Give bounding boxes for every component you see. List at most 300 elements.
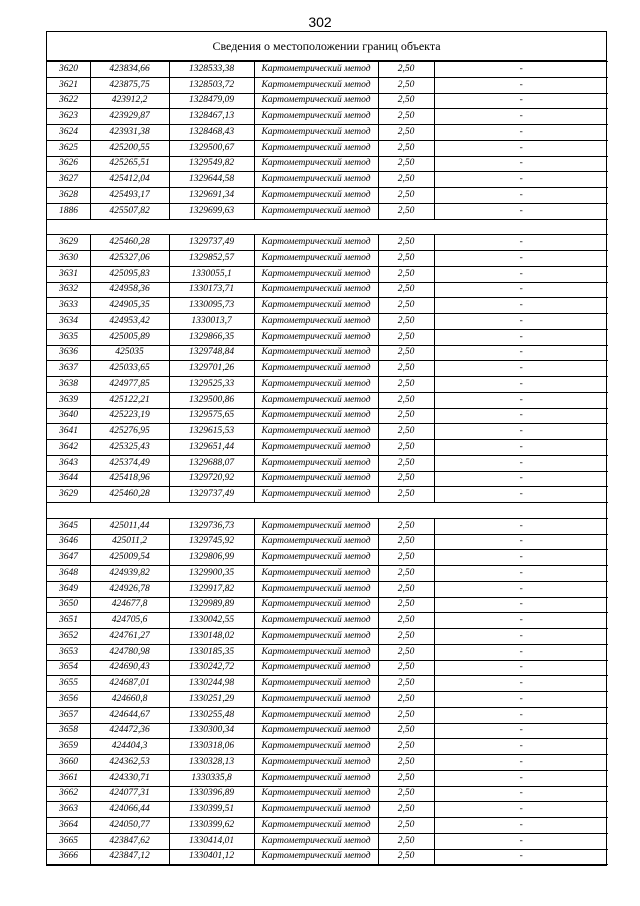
y-coordinate-cell: 1329691,34 xyxy=(169,188,254,204)
table-row xyxy=(47,818,608,834)
x-coordinate-cell: 423847,12 xyxy=(90,849,169,865)
description-cell: - xyxy=(434,644,608,660)
description-cell: - xyxy=(434,282,608,298)
x-coordinate-cell: 425460,28 xyxy=(90,235,169,251)
point-number-cell: 3652 xyxy=(47,629,90,645)
method-cell: Картометрический метод xyxy=(254,392,378,408)
description-cell: - xyxy=(434,707,608,723)
accuracy-cell: 2,50 xyxy=(378,707,434,723)
point-number-cell: 3626 xyxy=(47,156,90,172)
table-row xyxy=(47,251,608,267)
y-coordinate-cell: 1329852,57 xyxy=(169,251,254,267)
y-coordinate-cell: 1330255,48 xyxy=(169,707,254,723)
point-number-cell: 3639 xyxy=(47,392,90,408)
x-coordinate-cell: 425418,96 xyxy=(90,471,169,487)
method-cell: Картометрический метод xyxy=(254,424,378,440)
table-row xyxy=(47,471,608,487)
y-coordinate-cell: 1330300,34 xyxy=(169,723,254,739)
x-coordinate-cell: 425035 xyxy=(90,345,169,361)
x-coordinate-cell: 425005,89 xyxy=(90,329,169,345)
description-cell: - xyxy=(434,487,608,503)
method-cell: Картометрический метод xyxy=(254,188,378,204)
point-number-cell: 3629 xyxy=(47,487,90,503)
method-cell: Картометрический метод xyxy=(254,251,378,267)
table-row xyxy=(47,93,608,109)
accuracy-cell: 2,50 xyxy=(378,581,434,597)
x-coordinate-cell: 424362,53 xyxy=(90,755,169,771)
x-coordinate-cell: 425493,17 xyxy=(90,188,169,204)
accuracy-cell: 2,50 xyxy=(378,93,434,109)
y-coordinate-cell: 1330242,72 xyxy=(169,660,254,676)
x-coordinate-cell: 424404,3 xyxy=(90,739,169,755)
accuracy-cell: 2,50 xyxy=(378,644,434,660)
y-coordinate-cell: 1328503,72 xyxy=(169,77,254,93)
description-cell: - xyxy=(434,739,608,755)
table-row xyxy=(47,534,608,550)
description-cell: - xyxy=(434,802,608,818)
point-number-cell: 3623 xyxy=(47,109,90,125)
description-cell: - xyxy=(434,62,608,78)
x-coordinate-cell: 423931,38 xyxy=(90,125,169,141)
x-coordinate-cell: 424761,27 xyxy=(90,629,169,645)
description-cell: - xyxy=(434,833,608,849)
description-cell: - xyxy=(434,455,608,471)
method-cell: Картометрический метод xyxy=(254,550,378,566)
accuracy-cell: 2,50 xyxy=(378,266,434,282)
y-coordinate-cell: 1329615,53 xyxy=(169,424,254,440)
method-cell: Картометрический метод xyxy=(254,455,378,471)
method-cell: Картометрический метод xyxy=(254,566,378,582)
table-row xyxy=(47,613,608,629)
x-coordinate-cell: 424660,8 xyxy=(90,692,169,708)
table-row xyxy=(47,156,608,172)
method-cell: Картометрический метод xyxy=(254,833,378,849)
accuracy-cell: 2,50 xyxy=(378,377,434,393)
table-row xyxy=(47,676,608,692)
point-number-cell: 3665 xyxy=(47,833,90,849)
description-cell: - xyxy=(434,786,608,802)
method-cell: Картометрический метод xyxy=(254,93,378,109)
table-row xyxy=(47,424,608,440)
point-number-cell: 3628 xyxy=(47,188,90,204)
accuracy-cell: 2,50 xyxy=(378,329,434,345)
description-cell: - xyxy=(434,424,608,440)
x-coordinate-cell: 425460,28 xyxy=(90,487,169,503)
method-cell: Картометрический метод xyxy=(254,266,378,282)
accuracy-cell: 2,50 xyxy=(378,361,434,377)
y-coordinate-cell: 1329737,49 xyxy=(169,487,254,503)
point-number-cell: 3629 xyxy=(47,235,90,251)
y-coordinate-cell: 1329989,89 xyxy=(169,597,254,613)
y-coordinate-cell: 1329500,67 xyxy=(169,140,254,156)
table-row xyxy=(47,833,608,849)
y-coordinate-cell: 1329699,63 xyxy=(169,203,254,219)
x-coordinate-cell: 424958,36 xyxy=(90,282,169,298)
x-coordinate-cell: 424905,35 xyxy=(90,298,169,314)
table-row xyxy=(47,235,608,251)
x-coordinate-cell: 424644,67 xyxy=(90,707,169,723)
x-coordinate-cell: 425374,49 xyxy=(90,455,169,471)
x-coordinate-cell: 425033,65 xyxy=(90,361,169,377)
point-number-cell: 3640 xyxy=(47,408,90,424)
method-cell: Картометрический метод xyxy=(254,361,378,377)
method-cell: Картометрический метод xyxy=(254,786,378,802)
method-cell: Картометрический метод xyxy=(254,723,378,739)
table-row xyxy=(47,266,608,282)
x-coordinate-cell: 424926,78 xyxy=(90,581,169,597)
point-number-cell: 3647 xyxy=(47,550,90,566)
point-number-cell: 3643 xyxy=(47,455,90,471)
table-row xyxy=(47,487,608,503)
table-row xyxy=(47,125,608,141)
x-coordinate-cell: 425200,55 xyxy=(90,140,169,156)
x-coordinate-cell: 425011,44 xyxy=(90,518,169,534)
description-cell: - xyxy=(434,329,608,345)
accuracy-cell: 2,50 xyxy=(378,298,434,314)
accuracy-cell: 2,50 xyxy=(378,597,434,613)
description-cell: - xyxy=(434,345,608,361)
method-cell: Картометрический метод xyxy=(254,440,378,456)
table-row xyxy=(47,408,608,424)
description-cell: - xyxy=(434,613,608,629)
accuracy-cell: 2,50 xyxy=(378,566,434,582)
accuracy-cell: 2,50 xyxy=(378,786,434,802)
description-cell: - xyxy=(434,140,608,156)
accuracy-cell: 2,50 xyxy=(378,676,434,692)
point-number-cell: 3660 xyxy=(47,755,90,771)
accuracy-cell: 2,50 xyxy=(378,849,434,865)
accuracy-cell: 2,50 xyxy=(378,518,434,534)
method-cell: Картометрический метод xyxy=(254,408,378,424)
description-cell: - xyxy=(434,581,608,597)
accuracy-cell: 2,50 xyxy=(378,203,434,219)
x-coordinate-cell: 424077,31 xyxy=(90,786,169,802)
x-coordinate-cell: 425325,43 xyxy=(90,440,169,456)
accuracy-cell: 2,50 xyxy=(378,440,434,456)
y-coordinate-cell: 1329736,73 xyxy=(169,518,254,534)
point-number-cell: 3627 xyxy=(47,172,90,188)
description-cell: - xyxy=(434,692,608,708)
y-coordinate-cell: 1330148,02 xyxy=(169,629,254,645)
accuracy-cell: 2,50 xyxy=(378,692,434,708)
method-cell: Картометрический метод xyxy=(254,770,378,786)
method-cell: Картометрический метод xyxy=(254,62,378,78)
method-cell: Картометрический метод xyxy=(254,156,378,172)
x-coordinate-cell: 425276,95 xyxy=(90,424,169,440)
section-separator-row xyxy=(47,219,608,235)
x-coordinate-cell: 424050,77 xyxy=(90,818,169,834)
description-cell: - xyxy=(434,93,608,109)
description-cell: - xyxy=(434,251,608,267)
y-coordinate-cell: 1330055,1 xyxy=(169,266,254,282)
description-cell: - xyxy=(434,770,608,786)
table-row xyxy=(47,518,608,534)
y-coordinate-cell: 1329737,49 xyxy=(169,235,254,251)
x-coordinate-cell: 424977,85 xyxy=(90,377,169,393)
x-coordinate-cell: 425327,06 xyxy=(90,251,169,267)
x-coordinate-cell: 423847,62 xyxy=(90,833,169,849)
accuracy-cell: 2,50 xyxy=(378,77,434,93)
y-coordinate-cell: 1330414,01 xyxy=(169,833,254,849)
table-row xyxy=(47,203,608,219)
y-coordinate-cell: 1329701,26 xyxy=(169,361,254,377)
boundary-coordinates-table xyxy=(47,61,608,865)
accuracy-cell: 2,50 xyxy=(378,235,434,251)
table-row xyxy=(47,345,608,361)
description-cell: - xyxy=(434,534,608,550)
accuracy-cell: 2,50 xyxy=(378,818,434,834)
point-number-cell: 3663 xyxy=(47,802,90,818)
accuracy-cell: 2,50 xyxy=(378,251,434,267)
point-number-cell: 3664 xyxy=(47,818,90,834)
x-coordinate-cell: 423929,87 xyxy=(90,109,169,125)
point-number-cell: 3645 xyxy=(47,518,90,534)
description-cell: - xyxy=(434,377,608,393)
point-number-cell: 3633 xyxy=(47,298,90,314)
table-row xyxy=(47,723,608,739)
y-coordinate-cell: 1329720,92 xyxy=(169,471,254,487)
description-cell: - xyxy=(434,566,608,582)
table-row xyxy=(47,770,608,786)
method-cell: Картометрический метод xyxy=(254,629,378,645)
description-cell: - xyxy=(434,188,608,204)
x-coordinate-cell: 424687,01 xyxy=(90,676,169,692)
method-cell: Картометрический метод xyxy=(254,282,378,298)
y-coordinate-cell: 1329745,92 xyxy=(169,534,254,550)
table-row xyxy=(47,692,608,708)
x-coordinate-cell: 423875,75 xyxy=(90,77,169,93)
y-coordinate-cell: 1330401,12 xyxy=(169,849,254,865)
description-cell: - xyxy=(434,440,608,456)
accuracy-cell: 2,50 xyxy=(378,739,434,755)
description-cell: - xyxy=(434,849,608,865)
description-cell: - xyxy=(434,392,608,408)
description-cell: - xyxy=(434,597,608,613)
accuracy-cell: 2,50 xyxy=(378,487,434,503)
point-number-cell: 3661 xyxy=(47,770,90,786)
x-coordinate-cell: 424677,8 xyxy=(90,597,169,613)
point-number-cell: 3662 xyxy=(47,786,90,802)
x-coordinate-cell: 425011,2 xyxy=(90,534,169,550)
y-coordinate-cell: 1329748,84 xyxy=(169,345,254,361)
y-coordinate-cell: 1328533,38 xyxy=(169,62,254,78)
y-coordinate-cell: 1330399,51 xyxy=(169,802,254,818)
point-number-cell: 3648 xyxy=(47,566,90,582)
y-coordinate-cell: 1328467,13 xyxy=(169,109,254,125)
accuracy-cell: 2,50 xyxy=(378,833,434,849)
y-coordinate-cell: 1330328,13 xyxy=(169,755,254,771)
x-coordinate-cell: 424939,82 xyxy=(90,566,169,582)
y-coordinate-cell: 1329525,33 xyxy=(169,377,254,393)
table-row xyxy=(47,660,608,676)
point-number-cell: 3635 xyxy=(47,329,90,345)
description-cell: - xyxy=(434,471,608,487)
description-cell: - xyxy=(434,235,608,251)
table-row xyxy=(47,298,608,314)
table-row xyxy=(47,62,608,78)
point-number-cell: 3646 xyxy=(47,534,90,550)
point-number-cell: 3641 xyxy=(47,424,90,440)
x-coordinate-cell: 424780,98 xyxy=(90,644,169,660)
table-row xyxy=(47,172,608,188)
table-row xyxy=(47,188,608,204)
point-number-cell: 3644 xyxy=(47,471,90,487)
point-number-cell: 3621 xyxy=(47,77,90,93)
x-coordinate-cell: 424472,36 xyxy=(90,723,169,739)
point-number-cell: 3637 xyxy=(47,361,90,377)
description-cell: - xyxy=(434,266,608,282)
method-cell: Картометрический метод xyxy=(254,613,378,629)
y-coordinate-cell: 1329917,82 xyxy=(169,581,254,597)
accuracy-cell: 2,50 xyxy=(378,629,434,645)
y-coordinate-cell: 1330318,06 xyxy=(169,739,254,755)
description-cell: - xyxy=(434,550,608,566)
method-cell: Картометрический метод xyxy=(254,802,378,818)
x-coordinate-cell: 425095,83 xyxy=(90,266,169,282)
accuracy-cell: 2,50 xyxy=(378,723,434,739)
y-coordinate-cell: 1330173,71 xyxy=(169,282,254,298)
point-number-cell: 3658 xyxy=(47,723,90,739)
point-number-cell: 1886 xyxy=(47,203,90,219)
point-number-cell: 3630 xyxy=(47,251,90,267)
x-coordinate-cell: 425412,04 xyxy=(90,172,169,188)
table-title: Сведения о местоположении границ объекта xyxy=(47,32,606,61)
description-cell: - xyxy=(434,408,608,424)
accuracy-cell: 2,50 xyxy=(378,172,434,188)
accuracy-cell: 2,50 xyxy=(378,755,434,771)
point-number-cell: 3656 xyxy=(47,692,90,708)
method-cell: Картометрический метод xyxy=(254,77,378,93)
accuracy-cell: 2,50 xyxy=(378,660,434,676)
x-coordinate-cell: 424953,42 xyxy=(90,314,169,330)
y-coordinate-cell: 1329900,35 xyxy=(169,566,254,582)
description-cell: - xyxy=(434,156,608,172)
accuracy-cell: 2,50 xyxy=(378,408,434,424)
y-coordinate-cell: 1330095,73 xyxy=(169,298,254,314)
x-coordinate-cell: 424690,43 xyxy=(90,660,169,676)
description-cell: - xyxy=(434,77,608,93)
accuracy-cell: 2,50 xyxy=(378,455,434,471)
description-cell: - xyxy=(434,109,608,125)
accuracy-cell: 2,50 xyxy=(378,314,434,330)
description-cell: - xyxy=(434,361,608,377)
table-body xyxy=(47,62,608,865)
x-coordinate-cell: 425009,54 xyxy=(90,550,169,566)
table-row xyxy=(47,739,608,755)
point-number-cell: 3642 xyxy=(47,440,90,456)
accuracy-cell: 2,50 xyxy=(378,534,434,550)
table-row xyxy=(47,455,608,471)
y-coordinate-cell: 1329866,35 xyxy=(169,329,254,345)
method-cell: Картометрический метод xyxy=(254,660,378,676)
x-coordinate-cell: 424705,6 xyxy=(90,613,169,629)
y-coordinate-cell: 1330042,55 xyxy=(169,613,254,629)
table-row xyxy=(47,550,608,566)
method-cell: Картометрический метод xyxy=(254,739,378,755)
method-cell: Картометрический метод xyxy=(254,140,378,156)
table-row xyxy=(47,361,608,377)
y-coordinate-cell: 1328479,09 xyxy=(169,93,254,109)
accuracy-cell: 2,50 xyxy=(378,770,434,786)
y-coordinate-cell: 1329688,07 xyxy=(169,455,254,471)
accuracy-cell: 2,50 xyxy=(378,156,434,172)
table-row xyxy=(47,282,608,298)
x-coordinate-cell: 423912,2 xyxy=(90,93,169,109)
y-coordinate-cell: 1330013,7 xyxy=(169,314,254,330)
description-cell: - xyxy=(434,172,608,188)
accuracy-cell: 2,50 xyxy=(378,802,434,818)
point-number-cell: 3620 xyxy=(47,62,90,78)
accuracy-cell: 2,50 xyxy=(378,345,434,361)
table-row xyxy=(47,377,608,393)
point-number-cell: 3638 xyxy=(47,377,90,393)
point-number-cell: 3634 xyxy=(47,314,90,330)
description-cell: - xyxy=(434,629,608,645)
table-row xyxy=(47,140,608,156)
accuracy-cell: 2,50 xyxy=(378,62,434,78)
method-cell: Картометрический метод xyxy=(254,471,378,487)
table-row xyxy=(47,755,608,771)
accuracy-cell: 2,50 xyxy=(378,550,434,566)
method-cell: Картометрический метод xyxy=(254,597,378,613)
method-cell: Картометрический метод xyxy=(254,329,378,345)
method-cell: Картометрический метод xyxy=(254,235,378,251)
y-coordinate-cell: 1329500,86 xyxy=(169,392,254,408)
y-coordinate-cell: 1330185,35 xyxy=(169,644,254,660)
y-coordinate-cell: 1330396,89 xyxy=(169,786,254,802)
table-row xyxy=(47,849,608,865)
accuracy-cell: 2,50 xyxy=(378,282,434,298)
accuracy-cell: 2,50 xyxy=(378,188,434,204)
table-row xyxy=(47,392,608,408)
table-row xyxy=(47,77,608,93)
accuracy-cell: 2,50 xyxy=(378,471,434,487)
point-number-cell: 3651 xyxy=(47,613,90,629)
point-number-cell: 3636 xyxy=(47,345,90,361)
method-cell: Картометрический метод xyxy=(254,298,378,314)
accuracy-cell: 2,50 xyxy=(378,424,434,440)
table-row xyxy=(47,644,608,660)
y-coordinate-cell: 1328468,43 xyxy=(169,125,254,141)
method-cell: Картометрический метод xyxy=(254,849,378,865)
table-row xyxy=(47,629,608,645)
table-row xyxy=(47,329,608,345)
x-coordinate-cell: 425122,21 xyxy=(90,392,169,408)
point-number-cell: 3655 xyxy=(47,676,90,692)
accuracy-cell: 2,50 xyxy=(378,125,434,141)
point-number-cell: 3625 xyxy=(47,140,90,156)
description-cell: - xyxy=(434,755,608,771)
method-cell: Картометрический метод xyxy=(254,377,378,393)
y-coordinate-cell: 1330251,29 xyxy=(169,692,254,708)
method-cell: Картометрический метод xyxy=(254,172,378,188)
point-number-cell: 3624 xyxy=(47,125,90,141)
point-number-cell: 3666 xyxy=(47,849,90,865)
point-number-cell: 3622 xyxy=(47,93,90,109)
description-cell: - xyxy=(434,298,608,314)
method-cell: Картометрический метод xyxy=(254,644,378,660)
x-coordinate-cell: 424066,44 xyxy=(90,802,169,818)
method-cell: Картометрический метод xyxy=(254,109,378,125)
x-coordinate-cell: 425223,19 xyxy=(90,408,169,424)
y-coordinate-cell: 1329806,99 xyxy=(169,550,254,566)
y-coordinate-cell: 1329651,44 xyxy=(169,440,254,456)
x-coordinate-cell: 424330,71 xyxy=(90,770,169,786)
description-cell: - xyxy=(434,676,608,692)
accuracy-cell: 2,50 xyxy=(378,109,434,125)
separator-cell xyxy=(47,503,608,519)
table-row xyxy=(47,581,608,597)
